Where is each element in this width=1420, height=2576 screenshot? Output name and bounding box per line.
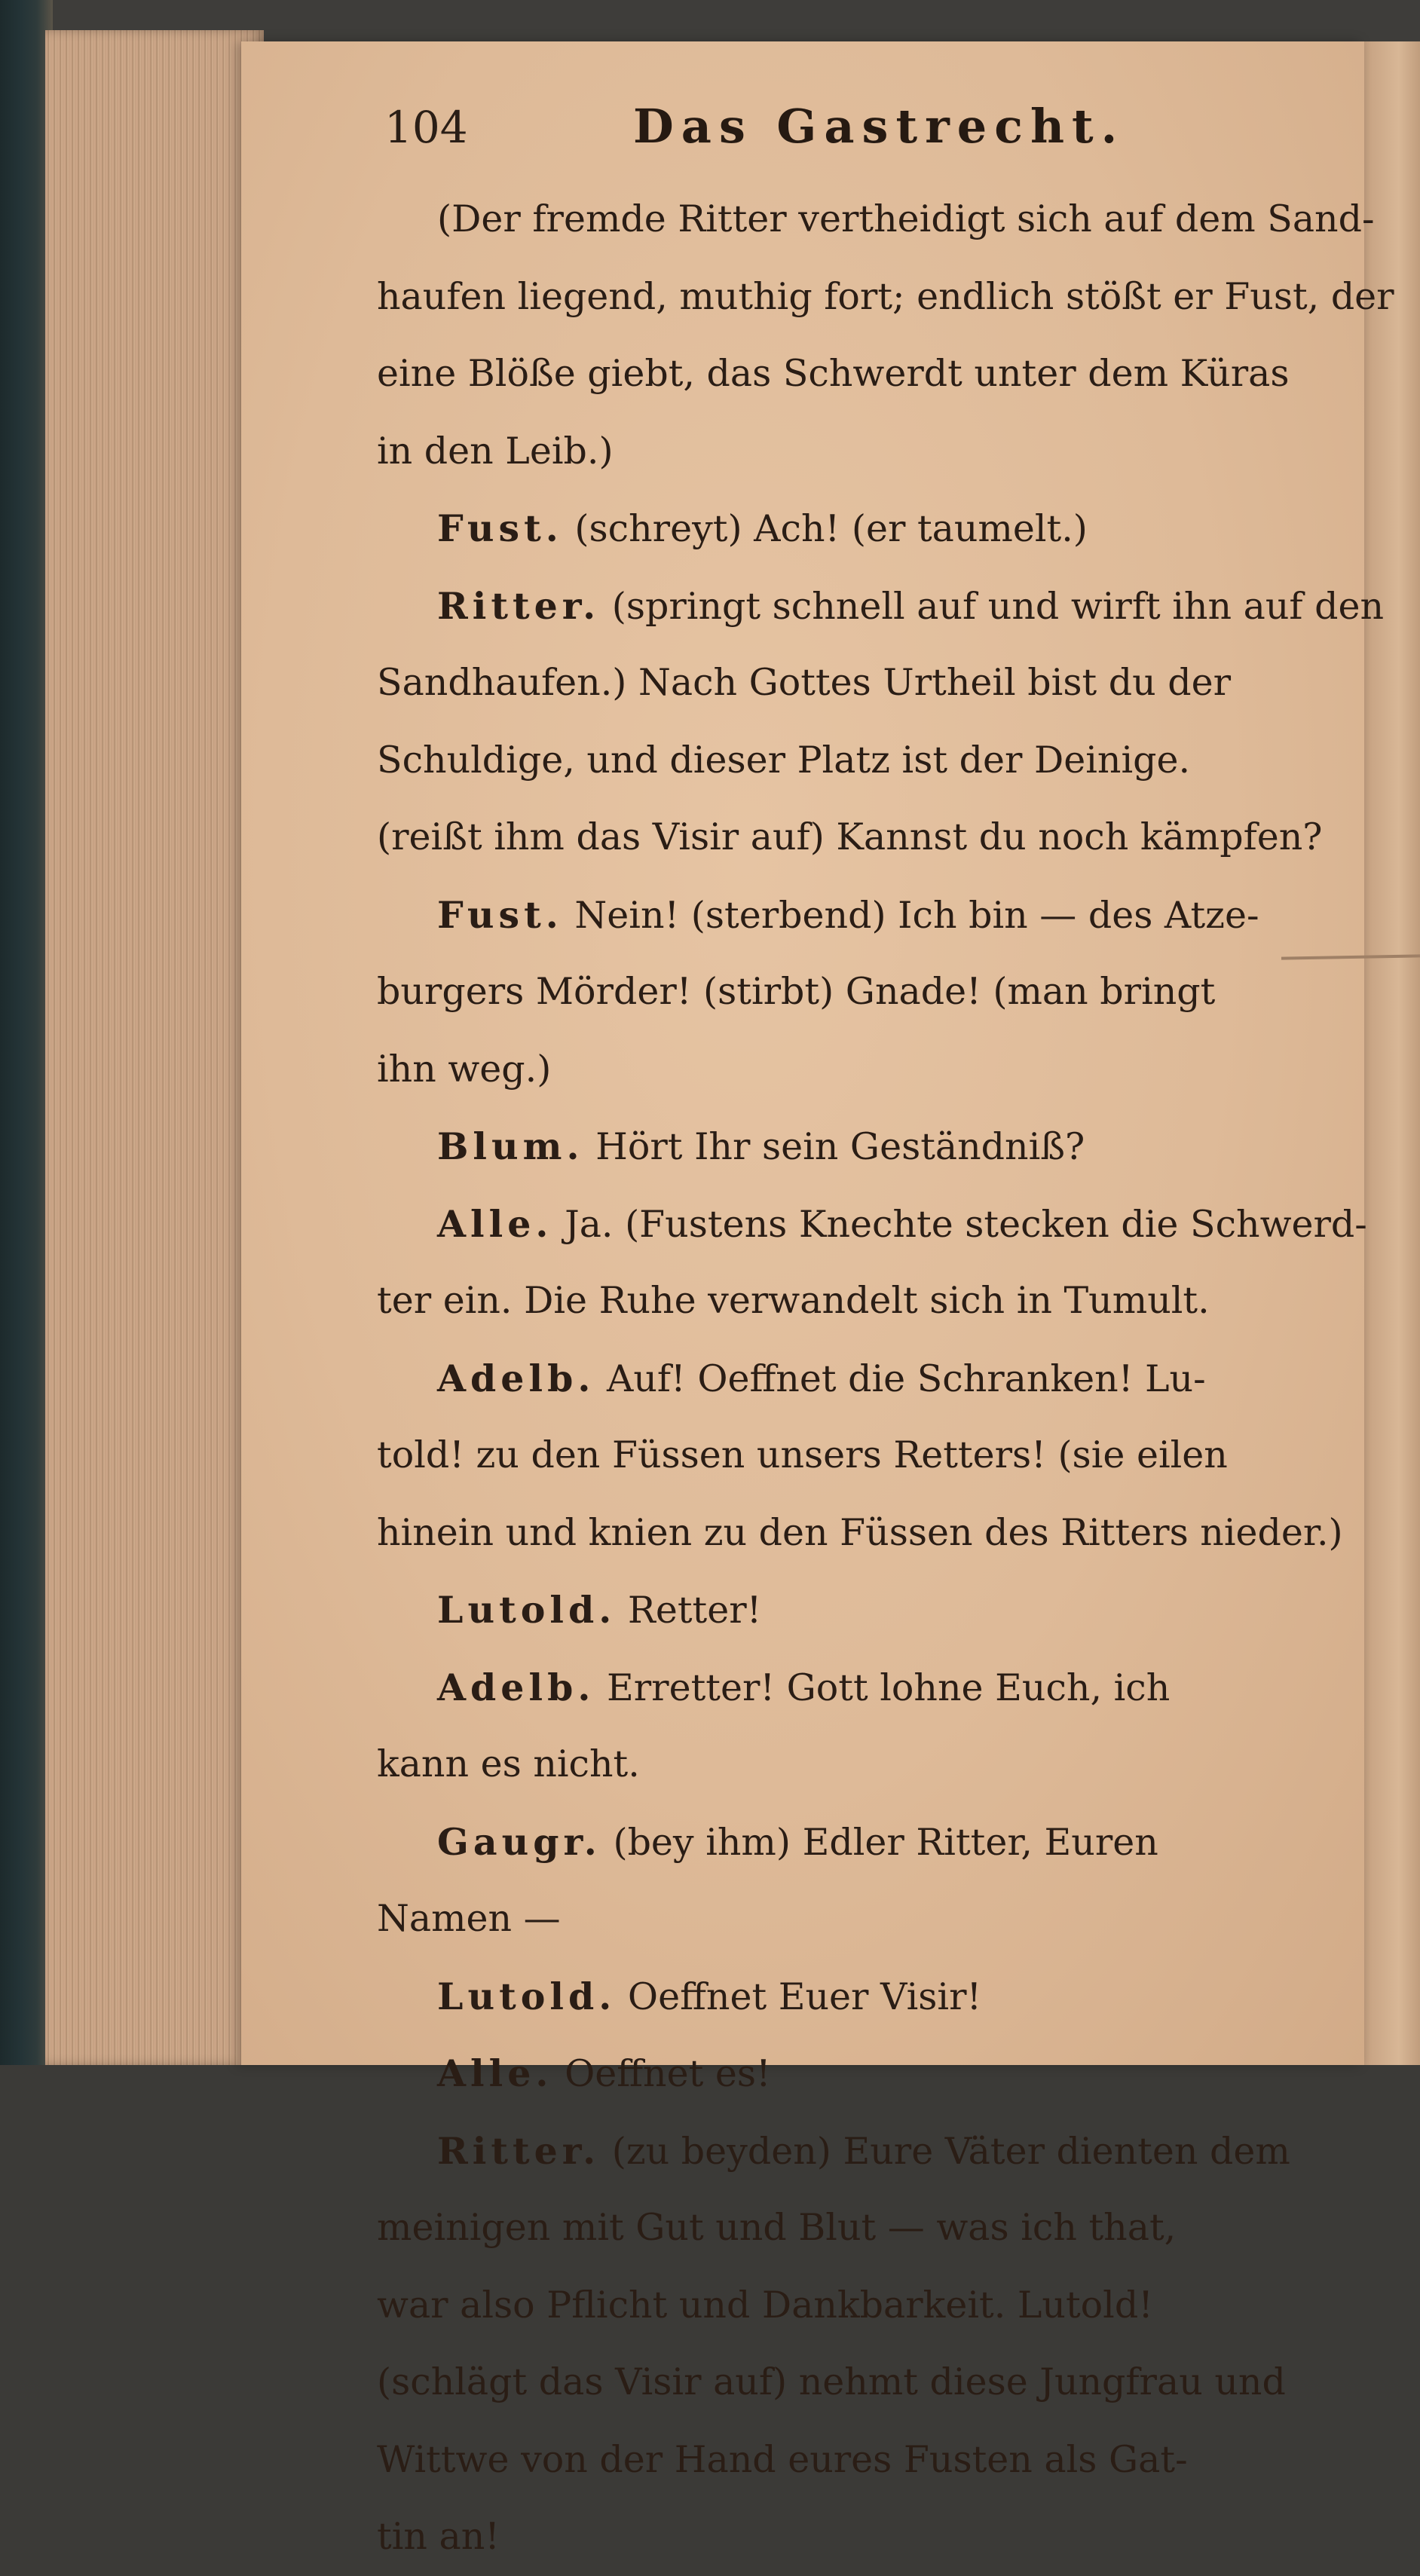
page-number: 104 [384, 102, 468, 153]
text-line [377, 2498, 1304, 2576]
text-line [377, 1958, 1304, 2036]
line-text: (schreyt) Ach! (er taumelt.) [574, 507, 1088, 550]
text-line [377, 1262, 1304, 1340]
line-text: kann es nicht. [377, 1742, 640, 1785]
speaker-name: Alle. [437, 2051, 553, 2095]
line-text: Wittwe von der Hand eures Fusten als Gat- [377, 2437, 1188, 2481]
text-line [377, 1108, 1304, 1186]
line-text: Schuldige, und dieser Platz ist der Deinige. [377, 738, 1191, 782]
speaker-name: Blum. [437, 1124, 584, 1168]
text-line [377, 2113, 1304, 2190]
text-line [377, 1804, 1304, 1881]
line-text: (schlägt das Visir auf) nehmt diese Jungfrau und [377, 2360, 1286, 2403]
speaker-name: Ritter. [437, 2128, 601, 2173]
text-line [377, 799, 1323, 877]
line-text: Oeffnet es! [565, 2052, 771, 2095]
text-line [377, 2344, 1304, 2422]
text-line [377, 2189, 1304, 2267]
line-text: Ja. (Fustens Knechte stecken die Schwerd- [565, 1202, 1367, 1246]
line-text: Sandhaufen.) Nach Gottes Urtheil bist du der [377, 661, 1232, 704]
line-text: Oeffnet Euer Visir! [627, 1975, 982, 2018]
line-text: Hört Ihr sein Geständniß? [595, 1125, 1085, 1168]
text-line [377, 259, 1394, 336]
book-page [241, 41, 1394, 2558]
speaker-name: Gaugr. [437, 1819, 601, 1864]
text-line [377, 2422, 1304, 2499]
text-line [377, 722, 1304, 800]
line-text: (springt schnell auf und wirft ihn auf den [611, 584, 1385, 628]
text-line [377, 1186, 1367, 1263]
speaker-name: Adelb. [437, 1665, 595, 1709]
page-header [241, 41, 1364, 177]
line-text: Namen — [377, 1897, 561, 1940]
speaker-name: Lutold. [437, 1588, 617, 1632]
line-text: eine Blöße giebt, das Schwerdt unter dem Küras [377, 352, 1290, 395]
line-text: meinigen mit Gut und Blut — was ich that, [377, 2206, 1177, 2249]
text-line [377, 335, 1304, 413]
text-line [377, 2267, 1304, 2345]
speaker-name: Alle. [437, 1201, 553, 1246]
line-text: ihn weg.) [377, 1047, 552, 1091]
text-line [377, 1031, 1304, 1109]
text-line [377, 490, 1304, 568]
speaker-name: Lutold. [437, 1974, 617, 2018]
text-line [377, 1880, 1304, 1958]
line-text: (bey ihm) Edler Ritter, Euren [613, 1820, 1158, 1864]
speaker-name: Fust. [437, 506, 563, 550]
text-line [377, 1417, 1304, 1495]
line-text: told! zu den Füssen unsers Retters! (sie eilen [377, 1433, 1228, 1476]
line-text: Erretter! Gott lohne Euch, ich [606, 1666, 1171, 1709]
running-title: Das Gastrecht. [633, 99, 1125, 154]
line-text: in den Leib.) [377, 429, 614, 473]
line-text: (zu beyden) Eure Väter dienten dem [611, 2129, 1290, 2173]
line-text: burgers Mörder! (stirbt) Gnade! (man bringt [377, 970, 1216, 1013]
page-edges [45, 30, 264, 2065]
line-text: (Der fremde Ritter vertheidigt sich auf dem Sand- [437, 197, 1375, 240]
page-body [377, 181, 1394, 2576]
line-text: war also Pflicht und Dankbarkeit. Lutold! [377, 2283, 1153, 2327]
speaker-name: Adelb. [437, 1356, 595, 1400]
text-line [377, 644, 1304, 722]
line-text: tin an! [377, 2515, 500, 2558]
text-line [377, 568, 1385, 645]
line-text: haufen liegend, muthig fort; endlich stößt er Fust, der [377, 274, 1394, 318]
text-line [377, 953, 1304, 1031]
speaker-name: Ritter. [437, 583, 601, 628]
speaker-name: Fust. [437, 892, 563, 937]
line-text: hinein und knien zu den Füssen des Ritters nieder.) [377, 1510, 1343, 1554]
line-text: ter ein. Die Ruhe verwandelt sich in Tumult. [377, 1279, 1210, 1322]
line-text: Nein! (sterbend) Ich bin — des Atze- [574, 893, 1259, 937]
text-line [377, 1649, 1304, 1727]
line-text: Retter! [627, 1589, 762, 1632]
text-line [377, 877, 1304, 954]
text-line [377, 181, 1375, 259]
text-line [377, 1571, 1304, 1649]
text-line [377, 2035, 1304, 2113]
line-text: (reißt ihm das Visir auf) Kannst du noch kämpfen? [377, 815, 1323, 858]
text-line [377, 1495, 1343, 1572]
line-text: Auf! Oeffnet die Schranken! Lu- [606, 1357, 1206, 1400]
text-line [377, 413, 1304, 491]
text-line [377, 1340, 1304, 1418]
text-line [377, 1726, 1304, 1804]
